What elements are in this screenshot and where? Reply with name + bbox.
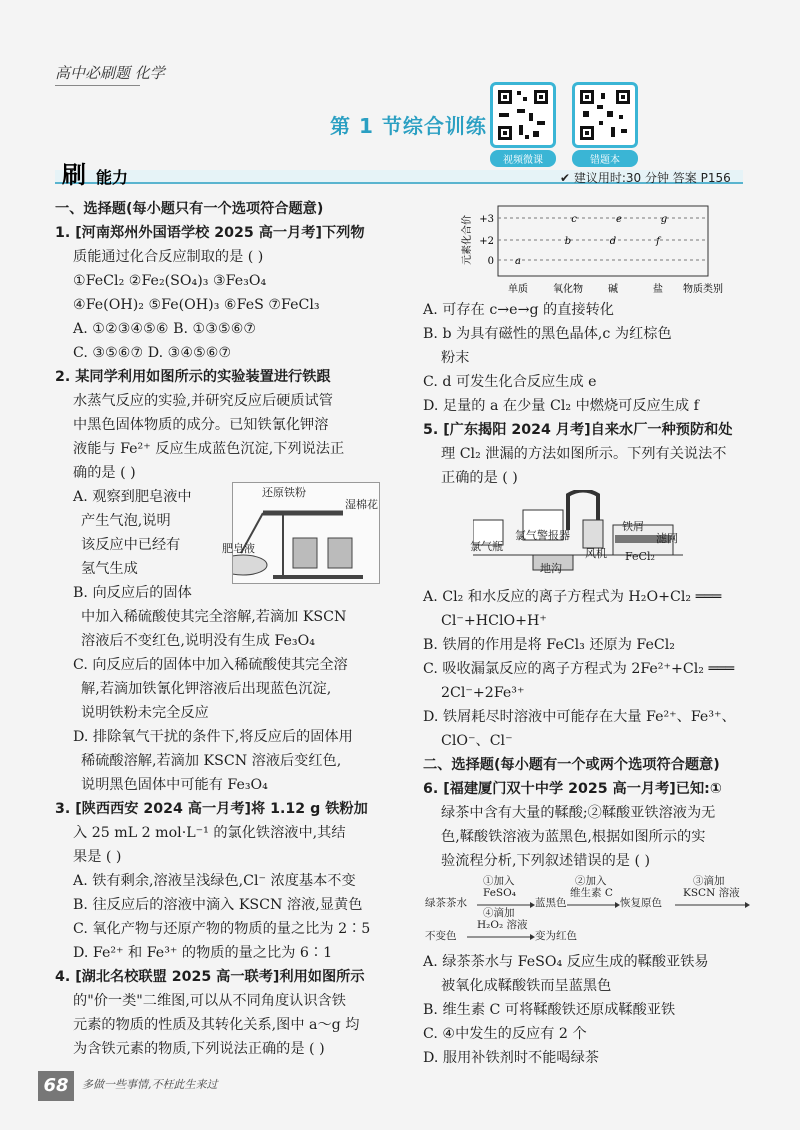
text-line: ④Fe(OH)₂ ⑤Fe(OH)₃ ⑥FeS ⑦FeCl₃ [73,297,320,313]
text-line: A. ①②③④⑤⑥ B. ①③⑤⑥⑦ [73,321,257,337]
point-label-e: e [616,214,622,225]
flow-result1: 蓝黑色 [535,897,567,909]
text-line: 氢气生成 [81,561,138,577]
text-line: A. 绿茶茶水与 FeSO₄ 反应生成的鞣酸亚铁易 [423,954,709,970]
text-line: 稀硫酸溶解,若滴加 KSCN 溶液后变红色, [81,753,342,769]
category-label: 盐 [653,284,663,295]
valence-chart [458,200,748,308]
point-label-d: d [609,236,617,247]
text-line: 中黑色固体物质的成分。已知铁氰化钾溶 [73,417,329,433]
soap-dish [233,555,267,575]
right-column [423,298,758,490]
flow-reagent2: 维生素 C [570,887,613,899]
text-line: 正确的是 ( ) [441,470,518,486]
text-line: 溶液后不变红色,说明没有生成 Fe₃O₄ [81,633,315,649]
text-line: A. Cl₂ 和水反应的离子方程式为 H₂O+Cl₂ ═══ [423,589,722,605]
right-column-b [423,585,758,873]
tick-label: +3 [479,214,494,225]
label-soap: 肥皂液 [222,542,255,555]
text-line: 的"价一类"二维图,可以从不同角度认识含铁 [73,993,346,1009]
qr-mistakes[interactable] [572,82,638,167]
text-line: C. ③⑤⑥⑦ D. ③④⑤⑥⑦ [73,345,232,361]
text-line: 为含铁元素的物质,下列说法正确的是 ( ) [73,1041,325,1057]
qr-code-icon [572,82,638,148]
text-line: 理 Cl₂ 泄漏的方法如图所示。下列有关说法不 [441,446,727,462]
point-label-c: c [571,214,577,225]
flow-result3: 不变色 [425,930,457,942]
tick-label: 0 [487,256,494,267]
flow-step4: ④滴加 [483,907,515,919]
flow-result4: 变为红色 [535,930,577,942]
category-label: 氧化物 [553,284,583,295]
text-line: D. 铁屑耗尽时溶液中可能存在大量 Fe²⁺、Fe³⁺、 [423,709,736,725]
label-bottle: 氯气瓶 [470,540,503,553]
text-line: 色,鞣酸铁溶液为蓝黑色,根据如图所示的实 [441,829,706,845]
lamp-right [328,538,352,568]
page-number: 68 [38,1071,74,1101]
text-line: 绿茶中含有大量的鞣酸;②鞣酸亚铁溶液为无 [441,805,716,821]
flow-reagent4: H₂O₂ 溶液 [477,919,528,931]
flow-result2: 恢复原色 [620,897,662,909]
timing-answer: ✔ 建议用时:30 分钟 答案 P156 [560,171,731,185]
text-line: 说明铁粉未完全反应 [81,705,209,721]
text-line: 确的是 ( ) [73,465,136,481]
fan [583,520,603,548]
qr-code-icon [490,82,556,148]
text-line: 质能通过化合反应制取的是 ( ) [73,249,264,265]
flow-step3: ③滴加 [693,875,725,887]
category-label: 单质 [508,284,528,295]
text-line: B. b 为具有磁性的黑色晶体,c 为红棕色 [423,326,672,342]
text-line: 该反应中已经有 [81,537,181,553]
text-line: B. 向反应后的固体 [73,585,192,601]
text-line: 产生气泡,说明 [81,513,171,529]
section-title: 第 1 节综合训练 [330,114,487,138]
text-line: 1. [河南郑州外国语学校 2025 高一月考]下列物 [55,225,365,241]
right-column-c [423,950,758,1070]
text-line: 验流程分析,下列叙述错误的是 ( ) [441,853,651,869]
label-iron-chips: 铁屑 [622,520,644,533]
text-line: 3. [陕西西安 2024 高一月考]将 1.12 g 铁粉加 [55,801,368,817]
text-line: C. 向反应后的固体中加入稀硫酸使其完全溶 [73,657,348,673]
flow-reagent3: KSCN 溶液 [683,887,740,899]
text-line: 水蒸气反应的实验,并研究反应后硬质试管 [73,393,333,409]
footer-motto: 多做一些事情,不枉此生来过 [82,1078,218,1091]
label-filter: 滤网 [656,532,678,545]
text-line: 2. 某同学利用如图所示的实验装置进行铁跟 [55,369,331,385]
text-line: 粉末 [441,350,470,366]
flow-reagent1: FeSO₄ [483,887,516,899]
brush-badge: 刷 [62,161,86,189]
flow-diagram [425,875,755,945]
text-line: 说明黑色固体中可能有 Fe₃O₄ [81,777,268,793]
label-fecl2: FeCl₂ [625,550,655,563]
text-line: 元素的物质的性质及其转化关系,图中 a～g 均 [73,1017,360,1033]
text-line: D. 足量的 a 在少量 Cl₂ 中燃烧可反应生成 f [423,398,699,414]
text-line: ①FeCl₂ ②Fe₂(SO₄)₃ ③Fe₃O₄ [73,273,267,289]
text-line: 被氧化成鞣酸铁而呈蓝黑色 [441,978,612,994]
label-reduced-iron: 还原铁粉 [262,486,306,499]
lamp-left [293,538,317,568]
text-line: C. ④中发生的反应有 2 个 [423,1026,587,1042]
text-line: 一、选择题(每小题只有一个选项符合题意) [55,201,324,217]
label-fan: 风机 [585,547,607,560]
point-label-f: f [656,236,660,247]
text-line: 二、选择题(每小题有一个或两个选项符合题意) [423,757,720,773]
flow-step2: ②加入 [575,875,607,887]
label-alarm: 氯气警报器 [515,529,570,542]
text-line: D. 排除氧气干扰的条件下,将反应后的固体用 [73,729,353,745]
text-line: D. Fe²⁺ 和 Fe³⁺ 的物质的量之比为 6∶1 [73,945,333,961]
text-line: C. 吸收漏氯反应的离子方程式为 2Fe²⁺+Cl₂ ═══ [423,661,735,677]
text-line: C. 氧化产物与还原产物的物质的量之比为 2∶5 [73,921,371,937]
text-line: 中加入稀硫酸使其完全溶解,若滴加 KSCN [81,609,347,625]
valence-ylabel: 元素化合价 [462,215,473,265]
band-label: 能力 [96,168,129,187]
book-title: 高中必刷题 化学 [55,64,165,82]
text-line: Cl⁻+HClO+H⁺ [441,613,547,629]
text-line: D. 服用补铁剂时不能喝绿茶 [423,1050,599,1066]
qr-video-label: 视频微课 [490,150,556,167]
text-line: B. 铁屑的作用是将 FeCl₃ 还原为 FeCl₂ [423,637,675,653]
flow-start: 绿茶茶水 [425,897,467,909]
tick-label: +2 [479,236,494,247]
text-line: 2Cl⁻+2Fe³⁺ [441,685,525,701]
header-divider [55,85,140,86]
qr-mistakes-label: 错题本 [572,150,638,167]
text-line: 果是 ( ) [73,849,122,865]
left-column [55,197,400,1061]
flow-step1: ①加入 [483,875,515,887]
text-line: 4. [湖北名校联盟 2025 高一联考]利用如图所示 [55,969,365,985]
point-label-g: g [660,214,668,225]
text-line: A. 观察到肥皂液中 [73,489,192,505]
point-label-b: b [564,236,572,247]
flow-arrows [425,875,755,945]
text-line: A. 可存在 c→e→g 的直接转化 [423,302,614,318]
text-line: 液能与 Fe²⁺ 反应生成蓝色沉淀,下列说法正 [73,441,345,457]
category-label: 碱 [608,284,618,295]
qr-video[interactable] [490,82,556,167]
label-trench: 地沟 [540,562,562,575]
text-line: C. d 可发生化合反应生成 e [423,374,597,390]
point-label-a: a [515,256,521,267]
text-line: A. 铁有剩余,溶液呈浅绿色,Cl⁻ 浓度基本不变 [73,873,356,889]
text-line: 5. [广东揭阳 2024 月考]自来水厂一种预防和处 [423,422,733,438]
text-line: ClO⁻、Cl⁻ [441,733,513,749]
category-label: 物质类别 [683,284,723,295]
text-line: 解,若滴加铁氰化钾溶液后出现蓝色沉淀, [81,681,332,697]
text-line: B. 维生素 C 可将鞣酸铁还原成鞣酸亚铁 [423,1002,676,1018]
text-line: B. 往反应后的溶液中滴入 KSCN 溶液,显黄色 [73,897,363,913]
stand-base [273,575,363,579]
text-line: 6. [福建厦门双十中学 2025 高一月考]已知:① [423,781,722,797]
label-wet-cotton: 湿棉花 [345,498,378,511]
text-line: 入 25 mL 2 mol·L⁻¹ 的氯化铁溶液中,其结 [73,825,346,841]
